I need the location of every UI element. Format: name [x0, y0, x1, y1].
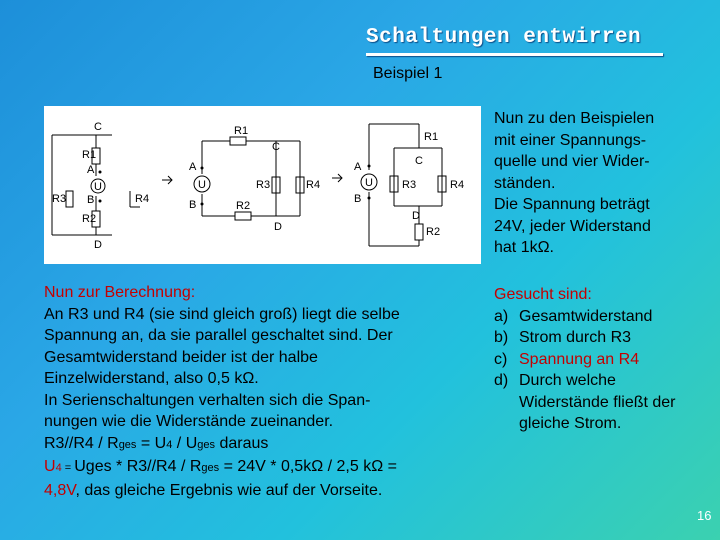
middle-label-u: U	[198, 179, 206, 191]
ratio-a: R3//R4 / R	[44, 434, 119, 452]
middle-label-b: B	[189, 199, 197, 211]
slide-title: Schaltungen entwirren	[366, 26, 642, 49]
calculation-line: Gesamtwiderstand beider ist der halbe	[44, 348, 318, 366]
ratio-a-sub: ges	[118, 438, 137, 451]
left-label-b: B	[87, 194, 95, 206]
goal-item-text: Gesamtwiderstand	[519, 307, 653, 325]
formula-line	[44, 456, 489, 480]
intro-line: Die Spannung beträgt	[494, 196, 650, 213]
goal-item	[494, 349, 704, 371]
circuit-diagram-svg	[44, 106, 481, 264]
formula-result: 4,8V	[44, 481, 76, 499]
left-label-r4: R4	[135, 193, 150, 205]
goal-item-text: Durch welche Widerstände fließt der gleiche Strom.	[519, 372, 676, 432]
middle-label-c: C	[272, 141, 280, 153]
left-label-r3: R3	[52, 193, 67, 205]
left-label-d: D	[94, 239, 102, 251]
intro-line: mit einer Spannungs-	[494, 131, 647, 149]
slide-subtitle: Beispiel 1	[373, 65, 443, 82]
middle-label-a: A	[189, 161, 197, 173]
right-label-b: B	[354, 193, 362, 205]
right-label-r1: R1	[424, 131, 439, 143]
ratio-c: / U	[172, 434, 198, 452]
ratio-b-sub: 4	[166, 438, 173, 451]
circuit-diagram	[44, 106, 481, 264]
ratio-b: = U	[136, 434, 167, 452]
goal-list	[494, 306, 704, 435]
goal-marker: a)	[494, 307, 509, 325]
middle-label-r2: R2	[236, 200, 251, 212]
page-number: 16	[697, 508, 712, 523]
goal-marker: d)	[494, 372, 509, 389]
goal-item	[494, 306, 704, 328]
formula-eq: =	[61, 462, 75, 474]
goal-item	[494, 370, 704, 435]
calculation-line: An R3 und R4 (sie sind gleich groß) liegt die selbe	[44, 305, 400, 323]
right-label-a: A	[354, 161, 362, 173]
intro-line: Nun zu den Beispielen	[494, 110, 655, 127]
goal-text	[494, 284, 704, 435]
formula-u-sub: 4	[55, 462, 62, 474]
calculation-line: Einzelwiderstand, also 0,5 kΩ.	[44, 370, 259, 387]
formula-rest1-sub: ges	[201, 462, 220, 474]
calculation-text	[44, 282, 489, 501]
formula-rest1: Uges * R3//R4 / R	[74, 458, 202, 475]
right-label-u: U	[365, 177, 373, 189]
intro-line: quelle und vier Wider-	[494, 153, 650, 170]
goal-heading: Gesucht sind:	[494, 286, 592, 303]
calculation-line: In Serienschaltungen verhalten sich die Span-	[44, 391, 371, 409]
left-label-r2: R2	[82, 213, 97, 225]
right-label-r4: R4	[450, 179, 465, 191]
left-label-c: C	[94, 121, 102, 133]
intro-line: hat 1kΩ.	[494, 239, 554, 256]
right-label-r2: R2	[426, 226, 441, 238]
intro-line: 24V, jeder Widerstand	[494, 217, 651, 235]
intro-line: ständen.	[494, 174, 556, 192]
middle-label-r1: R1	[234, 125, 249, 137]
right-label-c: C	[415, 155, 423, 167]
title-underline	[366, 53, 663, 56]
intro-text	[494, 108, 704, 259]
goal-marker: c)	[494, 350, 508, 368]
calculation-line: nungen wie die Widerstände zueinander.	[44, 413, 334, 430]
calculation-line: Spannung an, da sie parallel geschaltet sind. Der	[44, 327, 393, 344]
result-line	[44, 480, 489, 502]
left-label-u: U	[94, 181, 102, 193]
ratio-line	[44, 433, 489, 457]
middle-label-r3: R3	[256, 179, 271, 191]
left-label-r1: R1	[82, 149, 97, 161]
calculation-heading: Nun zur Berechnung:	[44, 284, 196, 301]
middle-label-d: D	[274, 221, 282, 233]
goal-marker: b)	[494, 329, 509, 346]
formula-rest2: = 24V * 0,5kΩ / 2,5 kΩ =	[219, 458, 397, 475]
formula-tail: , das gleiche Ergebnis wie auf der Vorseite.	[75, 481, 383, 499]
goal-item-text: Strom durch R3	[519, 329, 632, 346]
right-label-d: D	[412, 210, 420, 222]
left-label-a: A	[87, 164, 95, 176]
ratio-d: daraus	[215, 434, 269, 452]
middle-label-r4: R4	[306, 179, 321, 191]
goal-item-text: Spannung an R4	[519, 350, 640, 368]
formula-u: U	[44, 458, 56, 475]
ratio-c-sub: ges	[197, 438, 215, 451]
goal-item	[494, 327, 704, 349]
right-label-r3: R3	[402, 179, 417, 191]
